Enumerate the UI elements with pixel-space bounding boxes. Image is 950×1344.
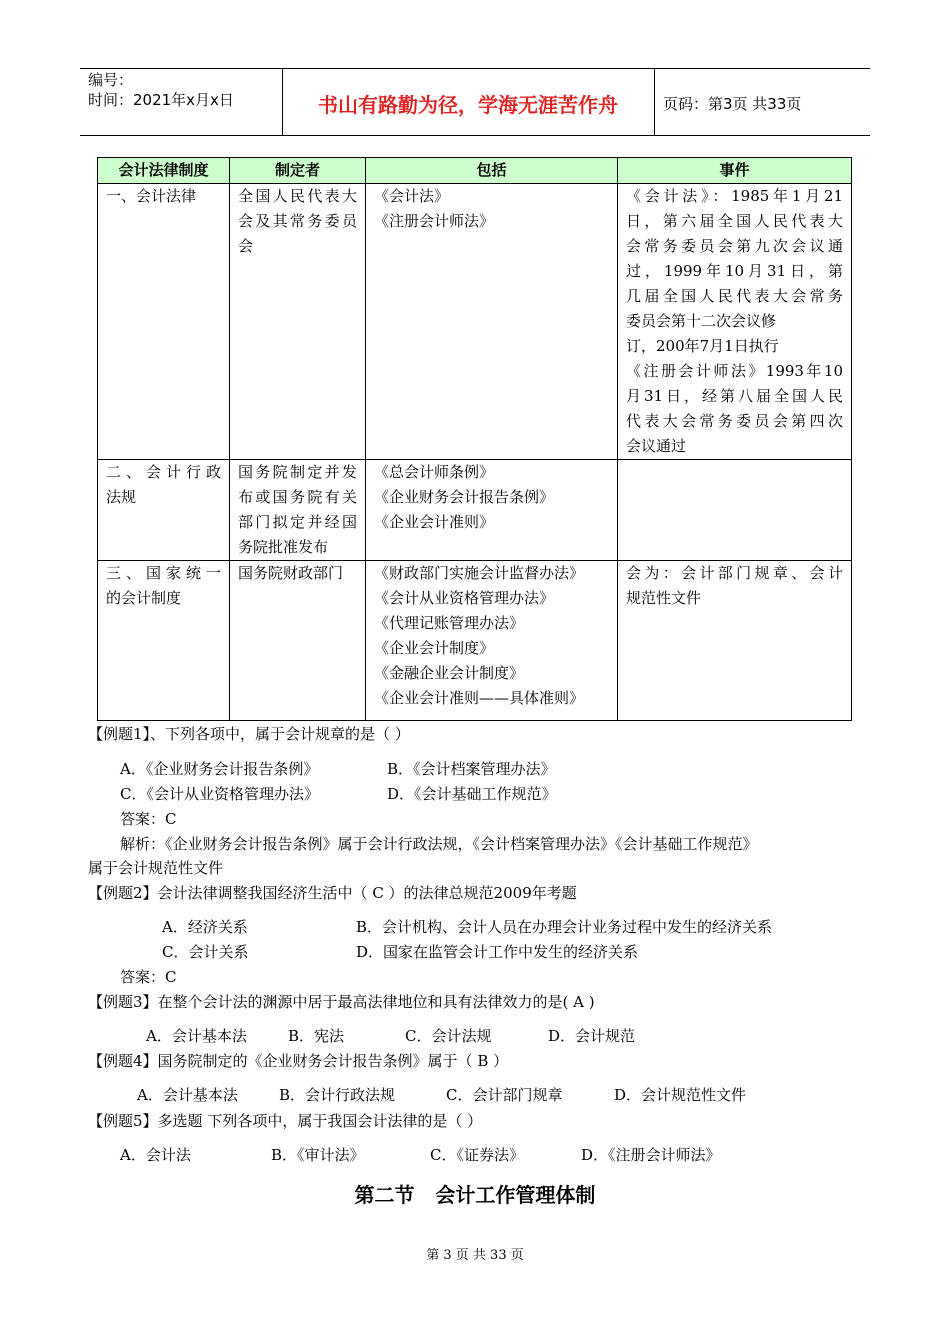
cell-line: 的会计制度	[106, 589, 182, 607]
header-motto: 书山有路勤为径，学海无涯苦作舟	[318, 93, 618, 117]
cell-line: 会常务委员会第九次会议通	[626, 237, 843, 255]
cell-events	[618, 184, 852, 460]
cell-text: 一、会计法律	[106, 187, 197, 205]
cell-line: 《财政部门实施会计监督办法》	[374, 564, 585, 582]
cell-events	[618, 561, 852, 721]
cell-line: 会议通过	[626, 437, 687, 455]
option-a: A．会计基本法	[146, 1027, 247, 1045]
cell-includes	[366, 460, 618, 561]
cell-line: 《企业会计准则——具体准则》	[374, 689, 585, 707]
cell-includes	[366, 184, 618, 460]
cell-line: 会为：会计部门规章、会计	[626, 564, 843, 582]
col-header-maker: 制定者	[230, 158, 366, 184]
table-row	[98, 184, 852, 460]
cell-line: 代表大会常务委员会第四次	[626, 412, 843, 430]
example-5-question: 【例题5】多选题 下列各项中，属于我国会计法律的是（ ）	[88, 1112, 483, 1130]
cell-maker	[230, 184, 366, 460]
option-b: B．《审计法》	[271, 1146, 365, 1164]
cell-line: 《企业财务会计报告条例》	[374, 488, 555, 506]
option-c: C．《会计从业资格管理办法》	[120, 785, 319, 803]
option-d: D．国家在监管会计工作中发生的经济关系	[356, 943, 639, 961]
example-2-question: 【例题2】会计法律调整我国经济生活中（ C ）的法律总规范2009年考题	[88, 884, 577, 902]
header-bottom-rule	[80, 135, 870, 136]
cell-line: 《总会计师条例》	[374, 463, 495, 481]
cell-line: 务院批准发布	[238, 538, 329, 556]
cell-line: 规范性文件	[626, 589, 702, 607]
cell-line: 几届全国人民代表大会常务	[626, 287, 843, 305]
example-2-answer: 答案：C	[120, 968, 177, 986]
accounting-law-table	[97, 157, 852, 721]
cell-line: 法规	[106, 488, 137, 506]
cell-includes	[366, 561, 618, 721]
header-divider-left	[282, 68, 283, 135]
option-d: D．会计规范性文件	[614, 1086, 747, 1104]
cell-line: 月31日，经第八届全国人民	[626, 387, 843, 405]
cell-events-empty	[618, 460, 852, 561]
cell-system	[98, 184, 230, 460]
option-d: D．《会计基础工作规范》	[387, 785, 557, 803]
cell-line: 日，第六届全国人民代表大	[626, 212, 843, 230]
cell-system	[98, 561, 230, 721]
option-a: A．《企业财务会计报告条例》	[120, 760, 319, 778]
option-b: B．会计行政法规	[279, 1086, 396, 1104]
page-footer: 第 3 页 共 33 页	[426, 1248, 524, 1263]
cell-line: 《代理记账管理办法》	[374, 614, 525, 632]
doc-date-label: 时间：2021年x月x日	[88, 91, 234, 109]
col-header-events: 事件	[618, 158, 852, 184]
cell-line: 二、会计行政	[106, 463, 221, 481]
cell-line: 《会计法》	[374, 187, 450, 205]
cell-maker	[230, 561, 366, 721]
cell-line: 国务院制定并发	[238, 463, 357, 481]
col-header-system: 会计法律制度	[98, 158, 230, 184]
option-d: D．会计规范	[548, 1027, 636, 1045]
option-c: C．会计法规	[405, 1027, 492, 1045]
table-row	[98, 460, 852, 561]
table-row	[98, 561, 852, 721]
cell-maker	[230, 460, 366, 561]
cell-line: 《会计从业资格管理办法》	[374, 589, 555, 607]
option-a: A．经济关系	[162, 918, 248, 936]
cell-line: 《注册会计师法》	[374, 212, 495, 230]
cell-line: 《注册会计师法》1993年10	[626, 362, 843, 380]
doc-number-label: 编号：	[88, 71, 134, 89]
cell-line: 《金融企业会计制度》	[374, 664, 525, 682]
option-b: B．宪法	[288, 1027, 345, 1045]
cell-line: 三、国家统一	[106, 564, 221, 582]
option-c: C．《证券法》	[430, 1146, 524, 1164]
cell-line: 《企业会计准则》	[374, 513, 495, 531]
option-a: A．会计法	[120, 1146, 191, 1164]
option-a: A．会计基本法	[137, 1086, 238, 1104]
cell-line: 部门拟定并经国	[238, 513, 357, 531]
option-b: B．《会计档案管理办法》	[387, 760, 556, 778]
cell-line: 委员会第十二次会议修	[626, 312, 777, 330]
cell-line: 国务院财政部门	[238, 564, 344, 582]
section-title: 第二节 会计工作管理体制	[354, 1183, 596, 1207]
cell-line: 会	[238, 237, 254, 255]
option-b: B．会计机构、会计人员在办理会计业务过程中发生的经济关系	[356, 918, 773, 936]
example-1-analysis-cont: 属于会计规范性文件	[88, 859, 224, 877]
header-top-rule	[80, 68, 870, 69]
cell-line: 订，200年7月1日执行	[626, 337, 779, 355]
example-4-question: 【例题4】国务院制定的《企业财务会计报告条例》属于（ B ）	[88, 1052, 509, 1070]
table-header-row	[98, 158, 852, 184]
example-1-answer: 答案：C	[120, 810, 177, 828]
cell-line: 会及其常务委员	[238, 212, 357, 230]
option-d: D．《注册会计师法》	[581, 1146, 721, 1164]
example-1-analysis: 解析：《企业财务会计报告条例》属于会计行政法规，《会计档案管理办法》《会计基础工作规范》	[120, 835, 758, 853]
cell-system	[98, 460, 230, 561]
example-1-question: 【例题1】、下列各项中，属于会计规章的是（ ）	[88, 725, 410, 743]
cell-line: 布或国务院有关	[238, 488, 357, 506]
option-c: C．会计关系	[162, 943, 249, 961]
header-divider-right	[654, 68, 655, 135]
col-header-includes: 包括	[366, 158, 618, 184]
cell-line: 过，1999年10月31日，第	[626, 262, 843, 280]
cell-line: 全国人民代表大	[238, 187, 357, 205]
cell-line: 《企业会计制度》	[374, 639, 495, 657]
example-3-question: 【例题3】在整个会计法的渊源中居于最高法律地位和具有法律效力的是( A )	[88, 993, 595, 1011]
page-indicator: 页码：第3页 共33页	[663, 95, 802, 113]
cell-line: 《会计法》：1985年1月21	[626, 187, 843, 205]
option-c: C．会计部门规章	[446, 1086, 563, 1104]
